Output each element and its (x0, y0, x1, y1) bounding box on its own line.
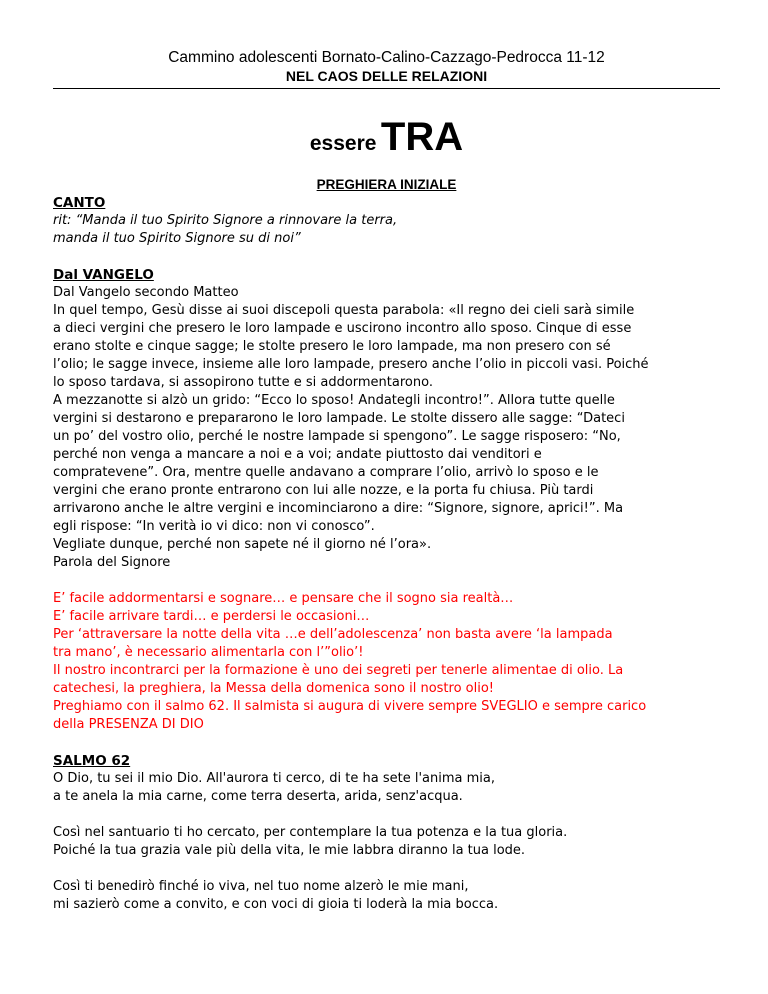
vangelo-text: Dal Vangelo secondo Matteo In quel tempo, Gesù disse ai suoi discepoli questa parabola: «Il regno dei cieli sarà simile a dieci vergini che presero le loro lampade e uscirono incontro allo sposo. Cinque di esse erano stolte e cinque sagge; le stolte presero le loro lampade, ma non presero con sé l’olio; le sagge invece, insieme alle loro lampade, presero anche l’olio in piccoli vasi. Poiché lo sposo tardava, si assopirono tutte e si addormentarono. A mezzanotte si alzò un grido: “Ecco lo sposo! Andategli incontro!”. Allora tutte quelle vergini si destarono e prepararono le loro lampade. Le stolte dissero alle sagge: “Dateci un po’ del vostro olio, perché le nostre lampade si spengono”. Le sagge risposero: “No, perché non venga a mancare a noi e a voi; andate piuttosto dai venditori e compratevene”. Ora, mentre quelle andavano a comprare l’olio, arrivò lo sposo e le vergini che erano pronte entrarono con lui alle nozze, e la porta fu chiusa. Più tardi arrivarono anche le altre vergini e incominciarono a dire: “Signore, signore, aprici!”. Ma egli rispose: “In verità io vi dico: non vi conosco”. Vegliate dunque, perché non sapete né il giorno né l’ora». Parola del Signore (53, 285, 649, 570)
title-small: essere (309, 132, 377, 155)
salmo-heading: SALMO 62 (53, 753, 131, 769)
canto-text: rit: “Manda il tuo Spirito Signore a rinnovare la terra, manda il tuo Spirito Signore su di noi” (53, 213, 398, 246)
salmo-stanza-1: O Dio, tu sei il mio Dio. All'aurora ti cerco, di te ha sete l'anima mia, a te anela la mia carne, come terra deserta, arida, senz'acqua. (53, 771, 495, 804)
section-subtitle: PREGHIERA INIZIALE (316, 177, 457, 192)
salmo-stanza-3: Così ti benedirò finché io viva, nel tuo nome alzerò le mie mani, mi sazierò come a convito, e con voci di gioia ti loderà la mia bocca. (53, 879, 499, 912)
document-page (53, 0, 720, 914)
vangelo-heading: Dal VANGELO (53, 267, 154, 283)
page-header (53, 48, 720, 86)
canto-heading: CANTO (53, 195, 106, 211)
header-divider (53, 88, 720, 89)
title-big: TRA (380, 115, 464, 159)
page-title (53, 115, 720, 168)
salmo-stanza-2: Così nel santuario ti ho cercato, per contemplare la tua potenza e la tua gloria. Poiché la tua grazia vale più della vita, le mie labbra diranno la tua lode. (53, 825, 568, 858)
header-line-2: NEL CAOS DELLE RELAZIONI (285, 68, 488, 84)
header-line-1: Cammino adolescenti Bornato-Calino-Cazzago-Pedrocca 11-12 (168, 49, 605, 66)
riflessione-text: E’ facile addormentarsi e sognare… e pensare che il sogno sia realtà… E’ facile arrivare tardi… e perdersi le occasioni… Per ‘attraversare la notte della vita …e dell’adolescenza’ non basta avere ‘la lampada tra mano’, è necessario alimentarla con l’”olio’! Il nostro incontrarci per la formazione è uno dei segreti per tenerle alimentae di olio. La catechesi, la preghiera, la Messa della domenica sono il nostro olio! Preghiamo con il salmo 62. Il salmista si augura di vivere sempre SVEGLIO e sempre carico della PRESENZA DI DIO (53, 591, 647, 732)
